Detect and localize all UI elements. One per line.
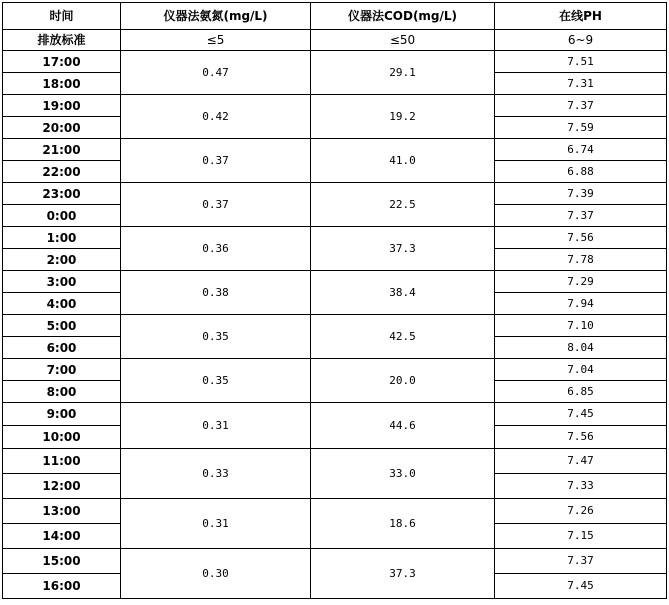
time-cell: 22:00 bbox=[3, 161, 121, 183]
ammonia-cell: 0.35 bbox=[121, 315, 311, 359]
header-time: 时间 bbox=[3, 3, 121, 30]
time-cell: 21:00 bbox=[3, 139, 121, 161]
time-cell: 5:00 bbox=[3, 315, 121, 337]
time-cell: 0:00 bbox=[3, 205, 121, 227]
time-cell: 11:00 bbox=[3, 449, 121, 474]
time-cell: 20:00 bbox=[3, 117, 121, 139]
table-row bbox=[3, 499, 667, 524]
time-cell: 8:00 bbox=[3, 381, 121, 403]
water-quality-table bbox=[2, 2, 667, 599]
time-cell: 18:00 bbox=[3, 73, 121, 95]
standard-ammonia: ≤5 bbox=[121, 30, 311, 51]
cod-cell: 41.0 bbox=[311, 139, 495, 183]
ph-cell: 7.37 bbox=[495, 95, 667, 117]
ph-cell: 6.74 bbox=[495, 139, 667, 161]
standard-ph: 6~9 bbox=[495, 30, 667, 51]
ph-cell: 7.10 bbox=[495, 315, 667, 337]
ph-cell: 7.33 bbox=[495, 474, 667, 499]
standard-cod: ≤50 bbox=[311, 30, 495, 51]
ph-cell: 7.04 bbox=[495, 359, 667, 381]
cod-cell: 33.0 bbox=[311, 449, 495, 499]
cod-cell: 42.5 bbox=[311, 315, 495, 359]
time-cell: 7:00 bbox=[3, 359, 121, 381]
time-cell: 4:00 bbox=[3, 293, 121, 315]
table-row bbox=[3, 403, 667, 426]
table-row bbox=[3, 95, 667, 117]
ph-cell: 7.37 bbox=[495, 549, 667, 574]
time-cell: 9:00 bbox=[3, 403, 121, 426]
standard-label: 排放标准 bbox=[3, 30, 121, 51]
ammonia-cell: 0.31 bbox=[121, 499, 311, 549]
ph-cell: 7.59 bbox=[495, 117, 667, 139]
ammonia-cell: 0.35 bbox=[121, 359, 311, 403]
time-cell: 1:00 bbox=[3, 227, 121, 249]
ph-cell: 7.56 bbox=[495, 227, 667, 249]
ph-cell: 7.26 bbox=[495, 499, 667, 524]
ph-cell: 7.47 bbox=[495, 449, 667, 474]
ph-cell: 7.31 bbox=[495, 73, 667, 95]
ammonia-cell: 0.30 bbox=[121, 549, 311, 599]
ammonia-cell: 0.37 bbox=[121, 139, 311, 183]
cod-cell: 44.6 bbox=[311, 403, 495, 449]
table-row bbox=[3, 271, 667, 293]
ammonia-cell: 0.36 bbox=[121, 227, 311, 271]
ph-cell: 6.88 bbox=[495, 161, 667, 183]
header-cod: 仪器法COD(mg/L) bbox=[311, 3, 495, 30]
cod-cell: 18.6 bbox=[311, 499, 495, 549]
time-cell: 14:00 bbox=[3, 524, 121, 549]
cod-cell: 20.0 bbox=[311, 359, 495, 403]
time-cell: 13:00 bbox=[3, 499, 121, 524]
cod-cell: 19.2 bbox=[311, 95, 495, 139]
table-body bbox=[3, 3, 667, 599]
cod-cell: 37.3 bbox=[311, 549, 495, 599]
standard-row bbox=[3, 30, 667, 51]
time-cell: 19:00 bbox=[3, 95, 121, 117]
cod-cell: 29.1 bbox=[311, 51, 495, 95]
ammonia-cell: 0.47 bbox=[121, 51, 311, 95]
ph-cell: 7.29 bbox=[495, 271, 667, 293]
time-cell: 17:00 bbox=[3, 51, 121, 73]
header-ph: 在线PH bbox=[495, 3, 667, 30]
ph-cell: 7.37 bbox=[495, 205, 667, 227]
cod-cell: 38.4 bbox=[311, 271, 495, 315]
time-cell: 12:00 bbox=[3, 474, 121, 499]
time-cell: 15:00 bbox=[3, 549, 121, 574]
ph-cell: 6.85 bbox=[495, 381, 667, 403]
table-row bbox=[3, 139, 667, 161]
ammonia-cell: 0.42 bbox=[121, 95, 311, 139]
ph-cell: 7.94 bbox=[495, 293, 667, 315]
table-row bbox=[3, 449, 667, 474]
ph-cell: 7.56 bbox=[495, 426, 667, 449]
ammonia-cell: 0.33 bbox=[121, 449, 311, 499]
cod-cell: 37.3 bbox=[311, 227, 495, 271]
table-row bbox=[3, 183, 667, 205]
table-row bbox=[3, 315, 667, 337]
time-cell: 23:00 bbox=[3, 183, 121, 205]
time-cell: 6:00 bbox=[3, 337, 121, 359]
table-row bbox=[3, 227, 667, 249]
time-cell: 3:00 bbox=[3, 271, 121, 293]
ph-cell: 8.04 bbox=[495, 337, 667, 359]
header-row bbox=[3, 3, 667, 30]
ph-cell: 7.45 bbox=[495, 403, 667, 426]
ammonia-cell: 0.37 bbox=[121, 183, 311, 227]
ph-cell: 7.45 bbox=[495, 574, 667, 599]
time-cell: 10:00 bbox=[3, 426, 121, 449]
ph-cell: 7.39 bbox=[495, 183, 667, 205]
time-cell: 2:00 bbox=[3, 249, 121, 271]
header-ammonia: 仪器法氨氮(mg/L) bbox=[121, 3, 311, 30]
cod-cell: 22.5 bbox=[311, 183, 495, 227]
ph-cell: 7.51 bbox=[495, 51, 667, 73]
table-row bbox=[3, 51, 667, 73]
table-row bbox=[3, 549, 667, 574]
time-cell: 16:00 bbox=[3, 574, 121, 599]
ammonia-cell: 0.31 bbox=[121, 403, 311, 449]
table-row bbox=[3, 359, 667, 381]
ph-cell: 7.15 bbox=[495, 524, 667, 549]
ph-cell: 7.78 bbox=[495, 249, 667, 271]
ammonia-cell: 0.38 bbox=[121, 271, 311, 315]
